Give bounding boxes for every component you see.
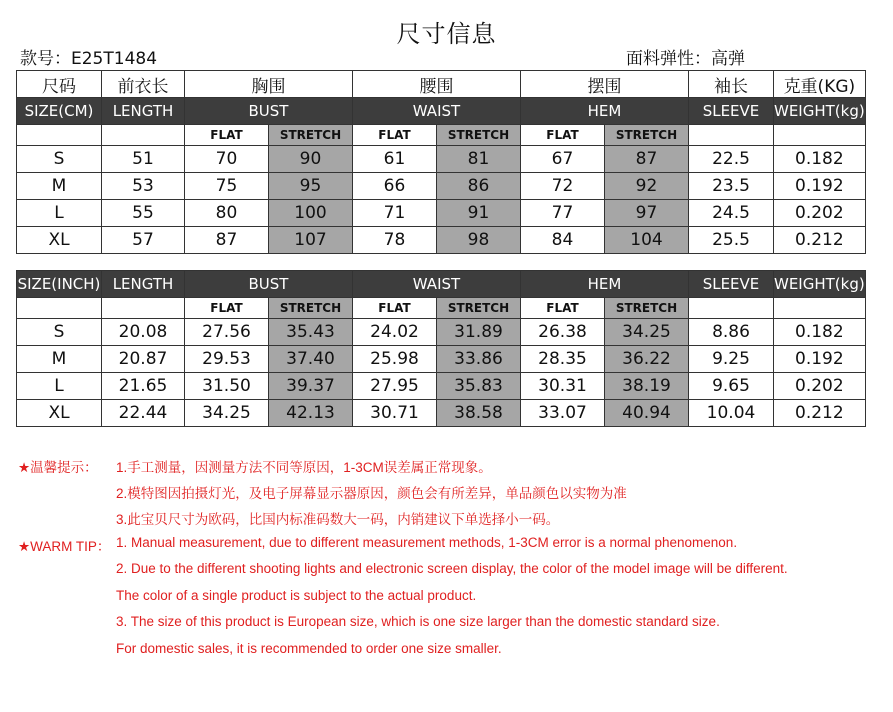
header-sleeve: SLEEVE bbox=[689, 98, 774, 125]
cell-sleeve: 25.5 bbox=[689, 227, 774, 254]
size-table-inch bbox=[16, 270, 866, 427]
cell-size: S bbox=[17, 319, 102, 346]
sub-stretch: STRETCH bbox=[605, 298, 689, 319]
cell-weight: 0.182 bbox=[774, 146, 866, 173]
cell-waist-stretch: 35.83 bbox=[437, 373, 521, 400]
page-title: 尺寸信息 bbox=[396, 20, 497, 48]
table-row bbox=[17, 373, 866, 400]
cell-waist-flat: 66 bbox=[353, 173, 437, 200]
header-sleeve: SLEEVE bbox=[689, 271, 774, 298]
cell-size: L bbox=[17, 200, 102, 227]
cn-header-size: 尺码 bbox=[17, 71, 102, 98]
style-number: 款号：E25T1484 bbox=[20, 49, 158, 69]
header-size: SIZE(CM) bbox=[17, 98, 102, 125]
cell-hem-stretch: 104 bbox=[605, 227, 689, 254]
en-tip-line: 1. Manual measurement, due to different measurement methods, 1-3CM error is a normal phenomenon. bbox=[116, 535, 738, 550]
cell-bust-stretch: 35.43 bbox=[269, 319, 353, 346]
cn-header-waist: 腰围 bbox=[353, 71, 521, 98]
header-weight: WEIGHT(kg) bbox=[774, 271, 866, 298]
header-hem: HEM bbox=[521, 271, 689, 298]
cell-length: 53 bbox=[102, 173, 185, 200]
cell-length: 20.08 bbox=[102, 319, 185, 346]
cell-hem-flat: 77 bbox=[521, 200, 605, 227]
sub-empty bbox=[689, 125, 774, 146]
cell-waist-stretch: 86 bbox=[437, 173, 521, 200]
header-length: LENGTH bbox=[102, 271, 185, 298]
cell-hem-flat: 33.07 bbox=[521, 400, 605, 427]
cell-bust-stretch: 37.40 bbox=[269, 346, 353, 373]
cell-size: S bbox=[17, 146, 102, 173]
cn-header-weight: 克重(KG) bbox=[774, 71, 866, 98]
cn-header-length: 前衣长 bbox=[102, 71, 185, 98]
cell-bust-flat: 27.56 bbox=[185, 319, 269, 346]
cell-length: 22.44 bbox=[102, 400, 185, 427]
cell-weight: 0.212 bbox=[774, 400, 866, 427]
cell-hem-stretch: 40.94 bbox=[605, 400, 689, 427]
sub-stretch: STRETCH bbox=[269, 125, 353, 146]
cell-waist-flat: 71 bbox=[353, 200, 437, 227]
cell-bust-stretch: 107 bbox=[269, 227, 353, 254]
en-tip-line: 2. Due to the different shooting lights and electronic screen display, the color of the model image will be different. bbox=[116, 561, 788, 576]
sub-empty bbox=[774, 125, 866, 146]
cell-length: 55 bbox=[102, 200, 185, 227]
sub-stretch: STRETCH bbox=[269, 298, 353, 319]
cell-weight: 0.202 bbox=[774, 373, 866, 400]
cell-hem-flat: 28.35 bbox=[521, 346, 605, 373]
header-bust: BUST bbox=[185, 98, 353, 125]
sub-empty bbox=[102, 298, 185, 319]
header-waist: WAIST bbox=[353, 98, 521, 125]
cn-header-row bbox=[17, 71, 866, 98]
cell-hem-flat: 30.31 bbox=[521, 373, 605, 400]
sub-flat: FLAT bbox=[185, 298, 269, 319]
table-row bbox=[17, 346, 866, 373]
sub-flat: FLAT bbox=[521, 125, 605, 146]
en-header-row bbox=[17, 98, 866, 125]
cell-bust-flat: 87 bbox=[185, 227, 269, 254]
cell-size: XL bbox=[17, 227, 102, 254]
cell-size: M bbox=[17, 346, 102, 373]
cell-size: L bbox=[17, 373, 102, 400]
cn-tip-line: 2.模特图因拍摄灯光，及电子屏幕显示器原因，颜色会有所差异，单品颜色以实物为准 bbox=[116, 486, 627, 501]
sub-flat: FLAT bbox=[185, 125, 269, 146]
cn-tip-line: 1.手工测量，因测量方法不同等原因，1-3CM误差属正常现象。 bbox=[116, 460, 492, 475]
cell-length: 20.87 bbox=[102, 346, 185, 373]
sub-empty bbox=[689, 298, 774, 319]
cell-waist-stretch: 81 bbox=[437, 146, 521, 173]
en-tip-line: For domestic sales, it is recommended to order one size smaller. bbox=[116, 641, 502, 656]
sub-empty bbox=[102, 125, 185, 146]
cell-hem-flat: 72 bbox=[521, 173, 605, 200]
sub-flat: FLAT bbox=[353, 298, 437, 319]
cell-bust-flat: 80 bbox=[185, 200, 269, 227]
cell-hem-stretch: 92 bbox=[605, 173, 689, 200]
sub-empty bbox=[17, 125, 102, 146]
table-row bbox=[17, 227, 866, 254]
cell-waist-stretch: 31.89 bbox=[437, 319, 521, 346]
cell-sleeve: 8.86 bbox=[689, 319, 774, 346]
sub-flat: FLAT bbox=[521, 298, 605, 319]
en-tip-line: 3. The size of this product is European size, which is one size larger than the domestic standard size. bbox=[116, 614, 720, 629]
cell-hem-stretch: 87 bbox=[605, 146, 689, 173]
cell-hem-stretch: 34.25 bbox=[605, 319, 689, 346]
cell-weight: 0.182 bbox=[774, 319, 866, 346]
en-tip-label: ★WARM TIP： bbox=[18, 539, 111, 554]
cell-size: M bbox=[17, 173, 102, 200]
header-length: LENGTH bbox=[102, 98, 185, 125]
cell-sleeve: 24.5 bbox=[689, 200, 774, 227]
cell-hem-flat: 26.38 bbox=[521, 319, 605, 346]
cell-sleeve: 23.5 bbox=[689, 173, 774, 200]
cell-bust-stretch: 42.13 bbox=[269, 400, 353, 427]
cell-bust-stretch: 100 bbox=[269, 200, 353, 227]
cell-waist-flat: 30.71 bbox=[353, 400, 437, 427]
cell-sleeve: 9.25 bbox=[689, 346, 774, 373]
table-row bbox=[17, 200, 866, 227]
cell-waist-flat: 78 bbox=[353, 227, 437, 254]
cn-tip-label: ★温馨提示： bbox=[18, 460, 98, 475]
en-tip-line: The color of a single product is subject to the actual product. bbox=[116, 588, 477, 603]
table-row bbox=[17, 173, 866, 200]
cell-bust-flat: 75 bbox=[185, 173, 269, 200]
table-row bbox=[17, 146, 866, 173]
cell-hem-flat: 84 bbox=[521, 227, 605, 254]
cell-weight: 0.192 bbox=[774, 173, 866, 200]
sub-stretch: STRETCH bbox=[605, 125, 689, 146]
cell-waist-flat: 24.02 bbox=[353, 319, 437, 346]
cell-bust-flat: 34.25 bbox=[185, 400, 269, 427]
sub-header-row bbox=[17, 298, 866, 319]
cn-tip-line: 3.此宝贝尺寸为欧码，比国内标准码数大一码，内销建议下单选择小一码。 bbox=[116, 512, 560, 527]
cell-waist-flat: 61 bbox=[353, 146, 437, 173]
cell-sleeve: 9.65 bbox=[689, 373, 774, 400]
header-hem: HEM bbox=[521, 98, 689, 125]
fabric-elasticity: 面料弹性：高弹 bbox=[626, 49, 745, 69]
header-weight: WEIGHT(kg) bbox=[774, 98, 866, 125]
cell-waist-stretch: 33.86 bbox=[437, 346, 521, 373]
cell-weight: 0.202 bbox=[774, 200, 866, 227]
cell-hem-stretch: 97 bbox=[605, 200, 689, 227]
cell-bust-stretch: 90 bbox=[269, 146, 353, 173]
cell-weight: 0.212 bbox=[774, 227, 866, 254]
sub-empty bbox=[17, 298, 102, 319]
table-row bbox=[17, 400, 866, 427]
cell-waist-flat: 25.98 bbox=[353, 346, 437, 373]
cell-bust-flat: 31.50 bbox=[185, 373, 269, 400]
cell-length: 57 bbox=[102, 227, 185, 254]
cell-size: XL bbox=[17, 400, 102, 427]
cell-waist-stretch: 91 bbox=[437, 200, 521, 227]
cell-length: 21.65 bbox=[102, 373, 185, 400]
en-header-row bbox=[17, 271, 866, 298]
cell-waist-stretch: 98 bbox=[437, 227, 521, 254]
cell-sleeve: 22.5 bbox=[689, 146, 774, 173]
cell-bust-flat: 70 bbox=[185, 146, 269, 173]
size-table-cm bbox=[16, 70, 866, 254]
cell-hem-stretch: 38.19 bbox=[605, 373, 689, 400]
sub-stretch: STRETCH bbox=[437, 125, 521, 146]
cell-waist-stretch: 38.58 bbox=[437, 400, 521, 427]
cell-hem-stretch: 36.22 bbox=[605, 346, 689, 373]
sub-flat: FLAT bbox=[353, 125, 437, 146]
cell-waist-flat: 27.95 bbox=[353, 373, 437, 400]
table-row bbox=[17, 319, 866, 346]
sub-empty bbox=[774, 298, 866, 319]
cell-length: 51 bbox=[102, 146, 185, 173]
header-bust: BUST bbox=[185, 271, 353, 298]
cell-bust-flat: 29.53 bbox=[185, 346, 269, 373]
cn-header-hem: 摆围 bbox=[521, 71, 689, 98]
cn-header-sleeve: 袖长 bbox=[689, 71, 774, 98]
cell-sleeve: 10.04 bbox=[689, 400, 774, 427]
cell-hem-flat: 67 bbox=[521, 146, 605, 173]
header-waist: WAIST bbox=[353, 271, 521, 298]
cell-weight: 0.192 bbox=[774, 346, 866, 373]
sub-stretch: STRETCH bbox=[437, 298, 521, 319]
cn-header-bust: 胸围 bbox=[185, 71, 353, 98]
sub-header-row bbox=[17, 125, 866, 146]
header-size: SIZE(INCH) bbox=[17, 271, 102, 298]
cell-bust-stretch: 39.37 bbox=[269, 373, 353, 400]
cell-bust-stretch: 95 bbox=[269, 173, 353, 200]
